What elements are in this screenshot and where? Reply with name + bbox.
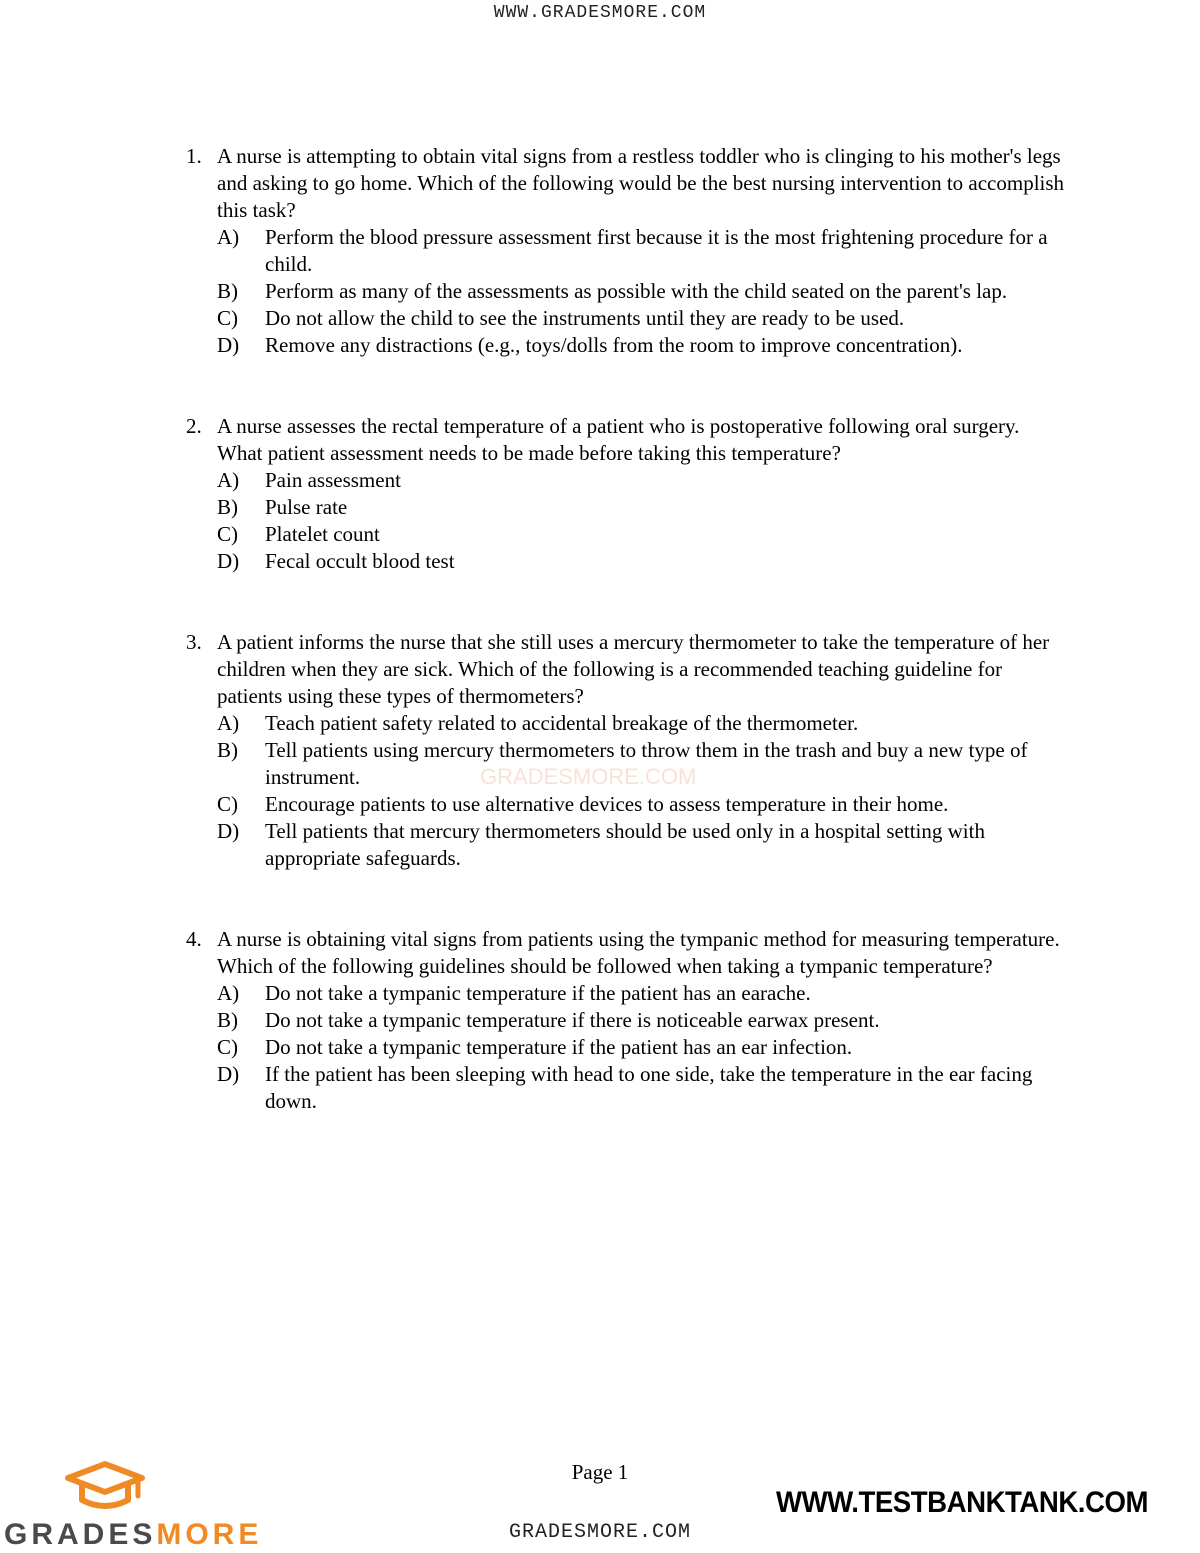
question-list: [186, 143, 1066, 1169]
option-text: Do not take a tympanic temperature if there is noticeable earwax present.: [265, 1008, 880, 1032]
option-letter: B): [217, 495, 238, 519]
option-letter: A): [217, 225, 240, 249]
answer-option: [217, 521, 1066, 548]
answer-option: [217, 548, 1066, 575]
answer-option: [217, 224, 1066, 278]
option-text: Pulse rate: [265, 495, 348, 519]
option-text: If the patient has been sleeping with head to one side, take the temperature in the ear facing down.: [265, 1062, 1033, 1113]
option-letter: A): [217, 981, 240, 1005]
option-letter: B): [217, 738, 238, 762]
option-letter: C): [217, 306, 238, 330]
question: [186, 629, 1066, 872]
answer-option: [217, 305, 1066, 332]
question: [186, 926, 1066, 1115]
option-text: Teach patient safety related to accidental breakage of the thermometer.: [265, 711, 859, 735]
question: [186, 413, 1066, 575]
option-text: Do not take a tympanic temperature if the patient has an earache.: [265, 981, 811, 1005]
option-text: Encourage patients to use alternative devices to assess temperature in their home.: [265, 792, 949, 816]
answer-option: [217, 980, 1066, 1007]
graduation-cap-icon: [4, 1460, 204, 1520]
option-text: Perform as many of the assessments as possible with the child seated on the parent's lap.: [265, 279, 1008, 303]
option-letter: B): [217, 279, 238, 303]
option-text: Do not allow the child to see the instruments until they are ready to be used.: [265, 306, 905, 330]
header-url: WWW.GRADESMORE.COM: [493, 3, 707, 23]
logo-text-grades: GRADES: [4, 1518, 157, 1551]
option-text: Perform the blood pressure assessment first because it is the most frightening procedure for a child.: [265, 225, 1048, 276]
question-stem: A nurse is attempting to obtain vital signs from a restless toddler who is clinging to his mother's legs and asking to go home. Which of the following would be the best nursing intervention to accomplish this task?: [217, 144, 1065, 222]
question-number: 4.: [186, 927, 202, 951]
answer-option: [217, 467, 1066, 494]
question-stem: A patient informs the nurse that she still uses a mercury thermometer to take the temperature of her children when they are sick. Which of the following is a recommended teaching guideline for patients using these types of thermometers?: [217, 630, 1050, 708]
option-letter: D): [217, 549, 240, 573]
option-text: Remove any distractions (e.g., toys/dolls from the room to improve concentration).: [265, 333, 963, 357]
question-stem: A nurse is obtaining vital signs from patients using the tympanic method for measuring temperature. Which of the following guidelines should be followed when taking a tympanic temperature?: [217, 927, 1060, 978]
question-number: 3.: [186, 630, 202, 654]
answer-option: [217, 818, 1066, 872]
answer-option: [217, 494, 1066, 521]
option-letter: B): [217, 1008, 238, 1032]
logo-text-more: MORE: [156, 1518, 263, 1551]
answer-option: [217, 791, 1066, 818]
answer-option: [217, 1034, 1066, 1061]
option-letter: C): [217, 792, 238, 816]
option-letter: C): [217, 522, 238, 546]
option-text: Platelet count: [265, 522, 380, 546]
testbanktank-url: WWW.TESTBANKTANK.COM: [776, 1486, 1149, 1519]
watermark: GRADESMORE.COM: [480, 764, 697, 789]
option-letter: A): [217, 711, 240, 735]
answer-option: [217, 1007, 1066, 1034]
question: [186, 143, 1066, 359]
question-stem: A nurse assesses the rectal temperature of a patient who is postoperative following oral surgery. What patient assessment needs to be made before taking this temperature?: [217, 414, 1020, 465]
option-letter: D): [217, 333, 240, 357]
option-text: Do not take a tympanic temperature if the patient has an ear infection.: [265, 1035, 853, 1059]
option-text: Tell patients using mercury thermometers to throw them in the trash and buy a new type of instrument.: [265, 738, 1028, 789]
option-letter: D): [217, 819, 240, 843]
option-letter: D): [217, 1062, 240, 1086]
option-letter: C): [217, 1035, 238, 1059]
option-text: Pain assessment: [265, 468, 401, 492]
answer-option: [217, 710, 1066, 737]
footer-center-url: GRADESMORE.COM: [508, 1521, 692, 1544]
answer-option: [217, 332, 1066, 359]
page-number: Page 1: [571, 1460, 629, 1484]
question-number: 2.: [186, 414, 202, 438]
option-letter: A): [217, 468, 240, 492]
question-number: 1.: [186, 144, 202, 168]
answer-option: [217, 1061, 1066, 1115]
option-text: Fecal occult blood test: [265, 549, 455, 573]
option-text: Tell patients that mercury thermometers should be used only in a hospital setting with appropriate safeguards.: [265, 819, 985, 870]
answer-option: [217, 278, 1066, 305]
